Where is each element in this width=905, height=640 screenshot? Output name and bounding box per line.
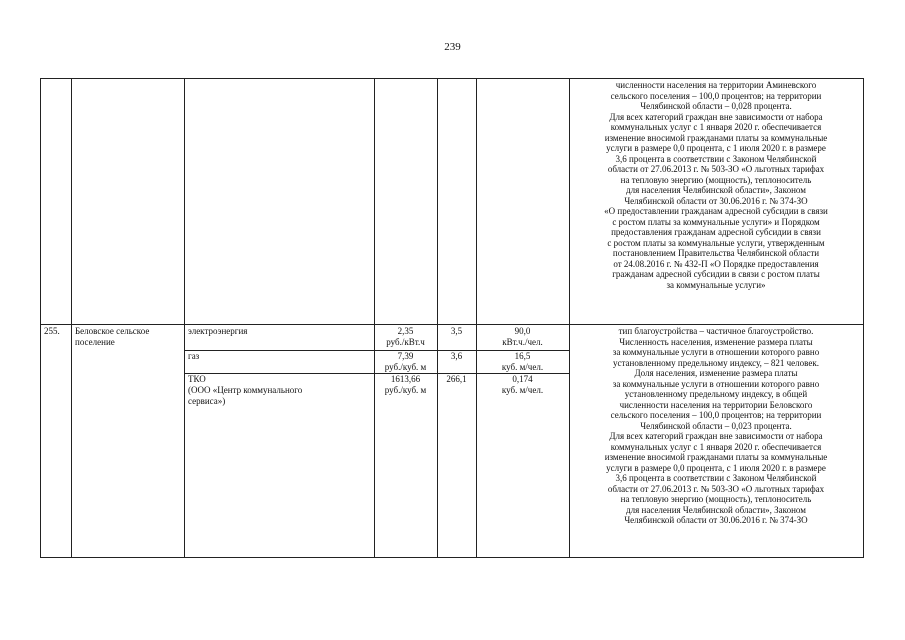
percent-cell: 3,5 <box>450 326 463 336</box>
description-line: изменение вносимой гражданами платы за коммунальные <box>604 452 828 462</box>
description-line: Для всех категорий граждан вне зависимости от набора <box>609 431 823 441</box>
column-divider <box>437 78 438 558</box>
tariff-cell <box>374 351 437 373</box>
description-line: Численность населения, изменение размера платы <box>619 336 813 347</box>
description-line: Доля населения, изменение размера платы <box>634 368 798 378</box>
description-line: для населения Челябинской области», Законом <box>626 504 806 515</box>
norm-cell <box>476 351 569 373</box>
settlement-name-line: поселение <box>75 337 115 347</box>
description-line: от 24.08.2016 г. № 432-П «О Порядке предоставления <box>613 258 819 269</box>
column-divider <box>71 78 72 558</box>
service-name <box>188 326 247 337</box>
description-line: коммунальных услуг с 1 января 2020 г. обеспечивается <box>610 441 822 452</box>
norm-unit: куб. м/чел. <box>501 362 544 372</box>
description-line: за коммунальные услуги» <box>666 279 766 290</box>
description-line: за коммунальные услуги в отношении которого равно <box>612 378 820 389</box>
tariff-table <box>40 78 864 558</box>
norm-unit: куб. м/чел. <box>501 385 544 395</box>
service-name-line: (ООО «Центр коммунального <box>188 385 303 395</box>
service-name <box>188 351 199 362</box>
tariff-cell <box>374 374 437 396</box>
description-line: Челябинской области – 0,028 процента. <box>640 101 792 111</box>
row-description <box>571 326 861 526</box>
column-divider <box>374 78 375 558</box>
description-line: численности населения на территории Аминевского <box>615 80 817 90</box>
table-border-right <box>863 78 864 558</box>
service-name-line: электроэнергия <box>188 326 248 336</box>
column-divider <box>476 78 477 558</box>
norm-cell <box>476 374 569 396</box>
settlement-name <box>75 326 149 348</box>
row-number: 255. <box>44 326 60 336</box>
percent-cell: 266,1 <box>446 374 467 384</box>
description-line: сельского поселения – 100,0 процентов; на территории <box>610 410 822 420</box>
tariff-value: 1613,66 <box>390 374 421 384</box>
description-line: с ростом платы за коммунальные услуги, утвержденным <box>607 237 825 248</box>
description-line: тип благоустройства – частичное благоустройство. <box>618 326 814 336</box>
description-line: услуги в размере 0,0 процента, с 1 июля 2020 г. в размере <box>606 143 826 153</box>
norm-value: 90,0 <box>514 326 531 336</box>
description-line: «О предоставлении гражданам адресной субсидии в связи <box>604 206 828 216</box>
description-line: области от 27.06.2013 г. № 503-ЗО «О льготных тарифах <box>607 164 825 174</box>
description-line: установленному предельному индексу, в общей <box>624 389 808 399</box>
description-line: Челябинской области от 30.06.2016 г. № 374-ЗО <box>624 195 808 206</box>
service-name-line: сервиса») <box>188 396 226 406</box>
norm-unit: кВт.ч./чел. <box>502 337 543 347</box>
norm-cell <box>476 326 569 348</box>
description-line: предоставления гражданам адресной субсидии в связи <box>611 227 821 237</box>
service-name <box>188 374 302 407</box>
table-border-left <box>40 78 41 558</box>
description-line: 3,6 процента в соответствии с Законом Челябинской <box>615 473 817 483</box>
column-divider <box>184 78 185 558</box>
description-line: гражданам адресной субсидии в связи с ростом платы <box>612 269 820 279</box>
description-line: на тепловую энергию (мощность), теплоноситель <box>620 174 812 185</box>
service-name-line: газ <box>188 351 200 361</box>
norm-value: 0,174 <box>512 374 533 384</box>
continued-description <box>571 80 861 290</box>
description-line: численности населения на территории Беловского <box>619 399 813 410</box>
description-line: для населения Челябинской области», Законом <box>626 185 806 195</box>
tariff-unit: руб./кВт.ч <box>386 337 425 347</box>
service-name-line: ТКО <box>188 374 206 384</box>
description-line: Челябинской области от 30.06.2016 г. № 374-ЗО <box>624 515 808 525</box>
tariff-unit: руб./куб. м <box>384 362 427 372</box>
description-line: 3,6 процента в соответствии с Законом Челябинской <box>615 153 817 164</box>
description-line: изменение вносимой гражданами платы за коммунальные <box>604 132 828 143</box>
page-number: 239 <box>444 41 461 53</box>
tariff-value: 2,35 <box>397 326 414 336</box>
description-line: Челябинской области – 0,023 процента. <box>640 420 792 431</box>
column-divider <box>569 78 570 558</box>
settlement-name-line: Беловское сельское <box>75 326 150 336</box>
table-border-bottom <box>40 557 864 558</box>
description-line: коммунальных услуг с 1 января 2020 г. обеспечивается <box>610 122 822 132</box>
description-line: Для всех категорий граждан вне зависимости от набора <box>609 111 823 122</box>
tariff-cell <box>374 326 437 348</box>
norm-value: 16,5 <box>514 351 531 361</box>
description-line: с ростом платы за коммунальные услуги» и Порядком <box>612 216 820 227</box>
description-line: на тепловую энергию (мощность), теплоноситель <box>620 494 812 504</box>
description-line: сельского поселения – 100,0 процентов; на территории <box>610 90 822 101</box>
tariff-unit: руб./куб. м <box>384 385 427 395</box>
percent-cell: 3,6 <box>450 351 463 361</box>
row-divider <box>40 324 864 325</box>
description-line: области от 27.06.2013 г. № 503-ЗО «О льготных тарифах <box>607 483 825 494</box>
description-line: за коммунальные услуги в отношении которого равно <box>612 347 820 357</box>
table-border-top <box>40 78 864 79</box>
description-line: постановлением Правительства Челябинской области <box>612 248 820 258</box>
description-line: установленному предельному индексу, – 821 человек. <box>613 357 819 368</box>
description-line: услуги в размере 0,0 процента, с 1 июля 2020 г. в размере <box>606 462 826 473</box>
tariff-value: 7,39 <box>397 351 414 361</box>
